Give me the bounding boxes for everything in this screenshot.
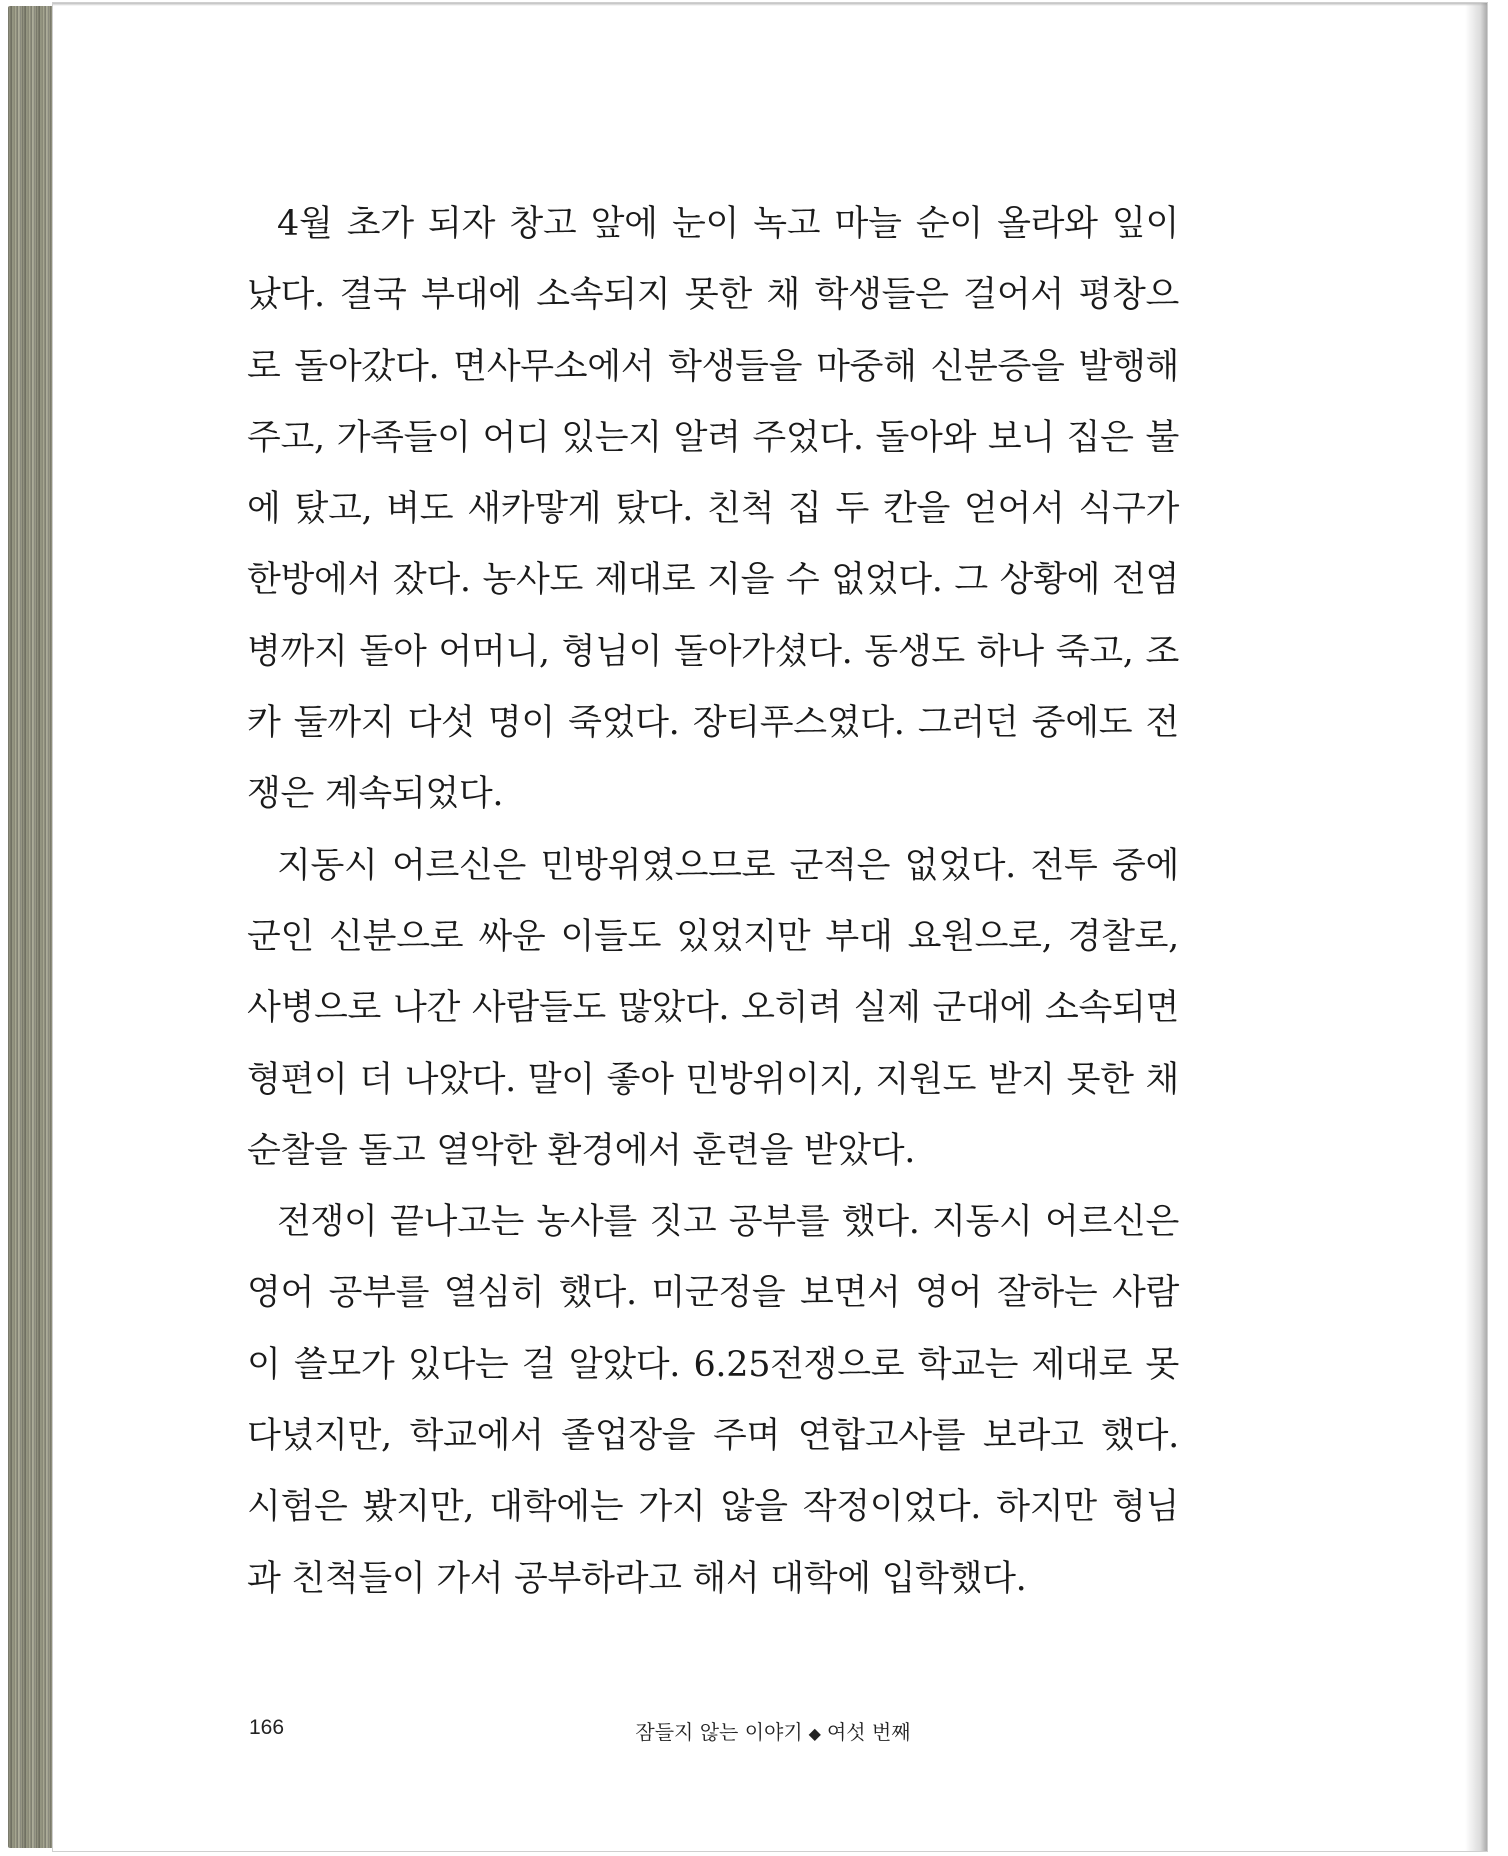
book-page xyxy=(52,2,1488,1852)
running-footer xyxy=(539,1716,1007,1745)
volume-label: 여섯 번째 xyxy=(826,1720,911,1744)
page-number: 166 xyxy=(249,1716,285,1739)
paragraph-2: 지동시 어르신은 민방위였으므로 군적은 없었다. 전투 중에 군인 신분으로 싸운 이들도 있었지만 부대 요원으로, 경찰로, 사병으로 나간 사람들도 많았다. 오히려 실제 군대에 소속되면 형편이 더 나았다. 말이 좋아 민방위이지, 지원도 받지 못한 채 순찰을 돌고 열악한 환경에서 훈련을 받았다. xyxy=(247,845,1179,1171)
body-text xyxy=(247,189,1179,1615)
stacked-page-edges xyxy=(8,6,58,1848)
diamond-separator-icon: ◆ xyxy=(808,1724,821,1743)
book-title: 잠들지 않는 이야기 xyxy=(635,1720,803,1744)
page-right-shadow xyxy=(1465,3,1487,1851)
paragraph-1: 4월 초가 되자 창고 앞에 눈이 녹고 마늘 순이 올라와 잎이 났다. 결국 부대에 소속되지 못한 채 학생들은 걸어서 평창으로 돌아갔다. 면사무소에서 학생들을 마중해 신분증을 발행해 주고, 가족들이 어디 있는지 알려 주었다. 돌아와 보니 집은 불에 탔고, 벼도 새카맣게 탔다. 친척 집 두 칸을 얻어서 식구가 한방에서 잤다. 농사도 제대로 지을 수 없었다. 그 상황에 전염병까지 돌아 어머니, 형님이 돌아가셨다. 동생도 하나 죽고, 조카 둘까지 다섯 명이 죽었다. 장티푸스였다. 그러던 중에도 전쟁은 계속되었다. xyxy=(247,204,1179,815)
paragraph-3: 전쟁이 끝나고는 농사를 짓고 공부를 했다. 지동시 어르신은 영어 공부를 열심히 했다. 미군정을 보면서 영어 잘하는 사람이 쓸모가 있다는 걸 알았다. 6.25전쟁으로 학교는 제대로 못 다녔지만, 학교에서 졸업장을 주며 연합고사를 보라고 했다. 시험은 봤지만, 대학에는 가지 않을 작정이었다. 하지만 형님과 친척들이 가서 공부하라고 해서 대학에 입학했다. xyxy=(247,1202,1180,1599)
page-top-shadow xyxy=(53,3,1487,6)
